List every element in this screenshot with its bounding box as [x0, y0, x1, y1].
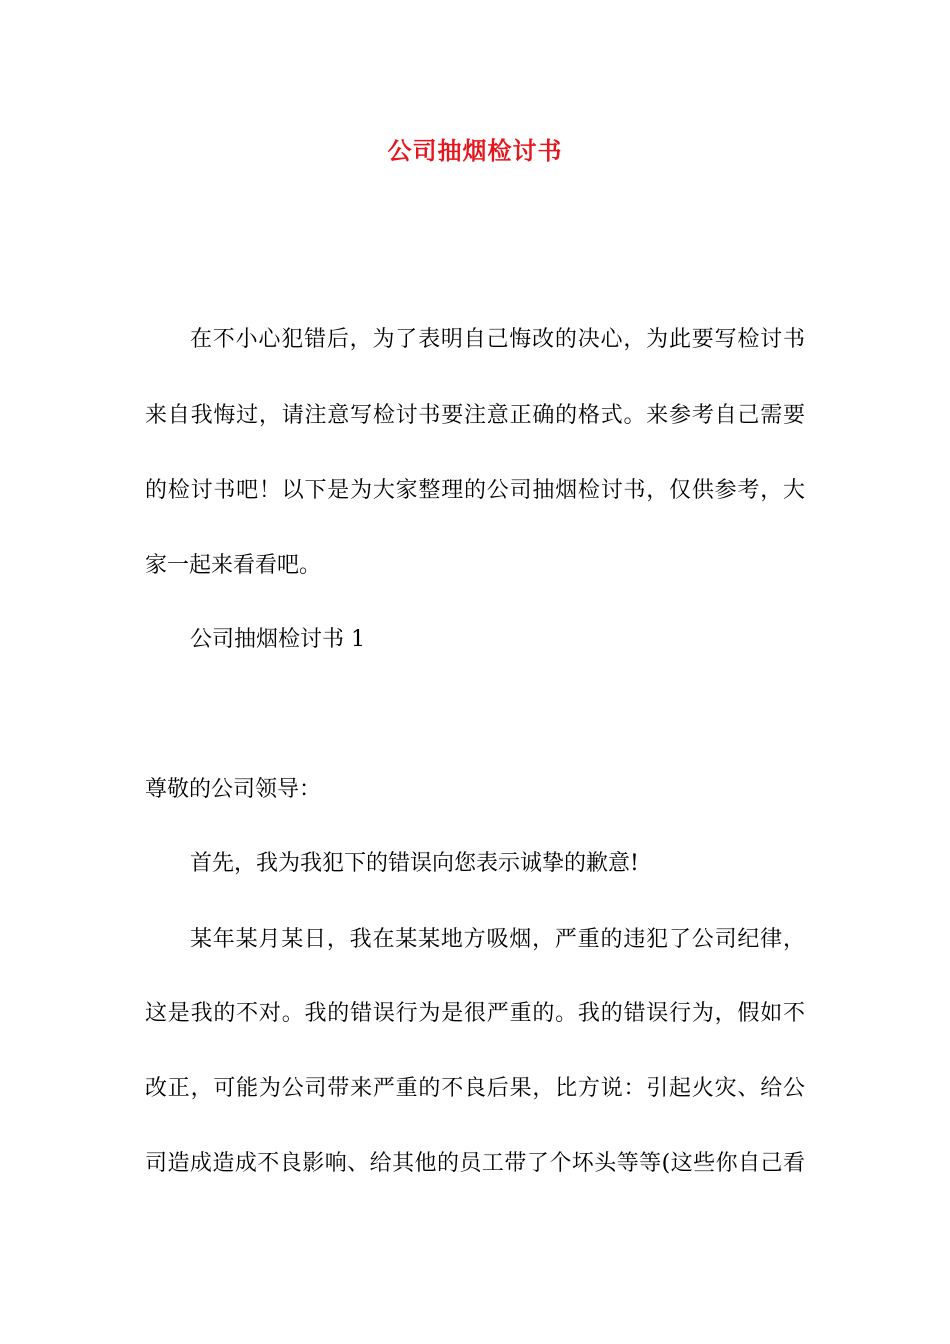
paragraph-line: 在不小心犯错后，为了表明自己悔改的决心，为此要写检讨书: [190, 327, 805, 352]
paragraph-line: 首先，我为我犯下的错误向您表示诚挚的歉意!: [190, 851, 639, 876]
paragraph-line: 的检讨书吧！以下是为大家整理的公司抽烟检讨书，仅供参考，大: [145, 478, 805, 503]
paragraph-line: 改正，可能为公司带来严重的不良后果，比方说：引起火灾、给公: [145, 1076, 805, 1101]
salutation: 尊敬的公司领导：: [145, 777, 322, 802]
paragraph-line: 司造成造成不良影响、给其他的员工带了个坏头等等(这些你自己看: [145, 1151, 805, 1176]
paragraph-line: 某年某月某日，我在某某地方吸烟，严重的违犯了公司纪律，: [190, 927, 805, 952]
document-title: 公司抽烟检讨书: [387, 136, 563, 165]
section-heading: 公司抽烟检讨书 1: [190, 627, 365, 652]
paragraph-line: 家一起来看看吧。: [145, 553, 322, 578]
paragraph-line: 这是我的不对。我的错误行为是很严重的。我的错误行为，假如不: [145, 1001, 805, 1026]
paragraph-line: 来自我悔过，请注意写检讨书要注意正确的格式。来参考自己需要: [145, 403, 805, 428]
